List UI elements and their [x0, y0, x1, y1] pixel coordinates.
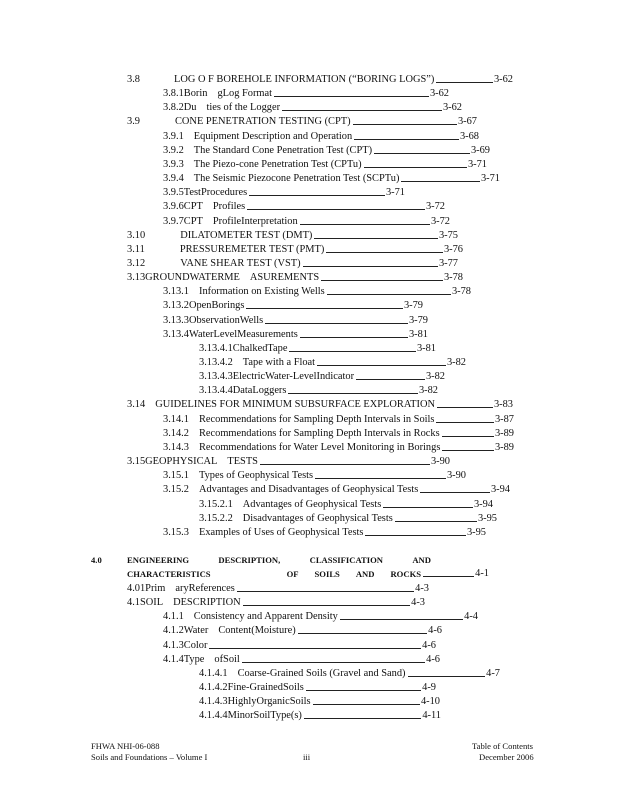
chapter-title-line-1: ENGINEERING DESCRIPTION, CLASSIFICATION AND [127, 555, 431, 565]
toc-entry-number: 3.15.3 [163, 526, 189, 538]
footer-date: December 2006 [479, 752, 534, 762]
toc-entry-number: 3.13.4.2 [199, 357, 233, 368]
toc-entry-page: 3-83 [493, 399, 513, 411]
toc-entry-3-13-4[interactable] [163, 326, 428, 340]
toc-entry-3-13[interactable] [127, 269, 463, 283]
toc-entry-4-1-4-1[interactable] [199, 665, 500, 679]
toc-leader-line [274, 96, 429, 97]
toc-entry-3-9-6[interactable] [163, 198, 445, 212]
toc-entry-3-13-4-1[interactable] [199, 340, 436, 354]
toc-entry-3-14-2[interactable] [163, 425, 514, 439]
toc-entry-3-8-2[interactable] [163, 99, 462, 113]
toc-entry-4-01[interactable] [127, 580, 429, 594]
toc-entry-number: 3.9.2 [163, 144, 184, 156]
toc-entry-page: 3-95 [466, 526, 486, 538]
toc-entry-title: Information on Existing Wells [198, 286, 325, 298]
toc-entry-number: 3.15.2 [163, 484, 189, 496]
toc-entry-number: 3.9.1 [163, 130, 184, 142]
toc-entry-number: 3.9 [127, 116, 140, 128]
toc-entry-title: DILATOMETER TEST (DMT) [180, 229, 313, 241]
toc-entry-title: The Piezo-cone Penetration Test (CPTu) [193, 158, 362, 170]
toc-entry-page: 3-71 [467, 158, 487, 170]
toc-entry-number: 3.13GROUNDWATERME [127, 272, 240, 284]
toc-entry-number: 3.9.4 [163, 173, 184, 185]
toc-leader-line [420, 492, 490, 493]
toc-entry-title: ofSoil [214, 653, 240, 665]
toc-entry-4-1-1[interactable] [163, 608, 478, 622]
toc-entry-page: 4-6 [426, 653, 440, 665]
toc-entry-title: VANE SHEAR TEST (VST) [180, 257, 301, 269]
toc-entry-3-13-4-4[interactable] [199, 382, 438, 396]
toc-entry-number: 4.1.1 [163, 611, 184, 623]
toc-leader-line [317, 365, 446, 366]
toc-entry-4-1-4-2[interactable] [199, 679, 436, 693]
toc-entry-number: 4.1.4.3HighlyOrganicSoils [199, 696, 311, 708]
toc-entry-page: 3-67 [457, 116, 477, 128]
toc-leader-line [313, 704, 420, 705]
toc-leader-line [298, 633, 427, 634]
toc-leader-line [437, 407, 493, 408]
toc-entry-4-1-4-4[interactable] [199, 707, 441, 721]
toc-entry-3-15-2-1[interactable] [199, 496, 493, 510]
chapter-title-line-2: CHARACTERISTICS OF SOILS AND ROCKS 4-1 [127, 568, 489, 579]
toc-entry-number: 3.9.6CPT [163, 201, 203, 213]
toc-entry-page: 3-82 [418, 385, 438, 397]
toc-entry-3-12[interactable] [127, 255, 458, 269]
toc-entry-3-13-2[interactable] [163, 297, 423, 311]
toc-entry-title: Types of Geophysical Tests [198, 470, 314, 482]
toc-leader-line [340, 619, 463, 620]
toc-entry-number: 3.8 [127, 74, 140, 85]
toc-entry-3-11[interactable] [127, 241, 463, 255]
toc-leader-line [327, 294, 451, 295]
toc-entry-title: Advantages and Disadvantages of Geophysical Tests [198, 484, 419, 496]
toc-entry-number: 3.13.4.4DataLoggers [199, 385, 287, 397]
toc-entry-page: 3-90 [430, 456, 450, 468]
toc-entry-title: TESTS [227, 456, 258, 468]
toc-entry-page: 3-72 [425, 201, 445, 213]
toc-leader-line [315, 478, 446, 479]
toc-entry-number: 3.13.4.1ChalkedTape [199, 342, 288, 354]
toc-entry-number: 3.9.7CPT [163, 215, 203, 227]
toc-entry-page: 3-72 [430, 215, 450, 227]
toc-leader-line [249, 195, 385, 196]
toc-entry-number: 4.1.4.2Fine-GrainedSoils [199, 682, 304, 694]
toc-entry-number: 4.1.2Water [163, 625, 209, 637]
toc-entry-title: Disadvantages of Geophysical Tests [242, 512, 393, 524]
toc-entry-3-8-1[interactable] [163, 85, 449, 99]
toc-entry-3-13-3[interactable] [163, 312, 428, 326]
toc-entry-3-13-4-3[interactable] [199, 368, 445, 382]
toc-entry-number: 3.13.3ObservationWells [163, 314, 264, 326]
toc-entry-number: 3.8.2Du [163, 102, 197, 114]
toc-entry-title: Examples of Uses of Geophysical Tests [198, 526, 364, 538]
toc-leader-line [356, 379, 425, 380]
toc-entry-page: 3-87 [494, 413, 514, 425]
toc-entry-title: Coarse-Grained Soils (Gravel and Sand) [237, 667, 406, 679]
toc-entry-page: 4-11 [422, 710, 441, 722]
toc-entry-title: CONE PENETRATION TESTING (CPT) [175, 116, 351, 128]
toc-entry-number: 3.15.1 [163, 470, 189, 482]
toc-leader-line [395, 521, 477, 522]
toc-leader-line [243, 605, 411, 606]
toc-entry-number: 3.15.2.2 [199, 512, 233, 524]
toc-entry-3-15-2-2[interactable] [199, 510, 497, 524]
toc-entry-number: 4.1.4.4MinorSoilType(s) [199, 710, 302, 722]
toc-entry-3-13-4-2[interactable] [199, 354, 466, 368]
toc-entry-number: 3.13.2OpenBorings [163, 300, 245, 312]
toc-leader-line [383, 507, 473, 508]
toc-entry-page: 3-94 [473, 498, 493, 510]
toc-entry-title: gLog Format [217, 88, 272, 100]
toc-entry-title: ASUREMENTS [249, 272, 320, 284]
toc-leader-line [408, 676, 486, 677]
toc-leader-line [374, 153, 470, 154]
toc-entry-page: 3-79 [408, 314, 428, 326]
toc-entry-3-14-3[interactable] [163, 439, 514, 453]
toc-entry-number: 3.15GEOPHYSICAL [127, 456, 218, 468]
toc-leader-line [321, 280, 443, 281]
toc-entry-number: 3.8.1Borin [163, 88, 208, 100]
toc-entry-page: 3-94 [490, 484, 510, 496]
toc-leader-line [442, 450, 494, 451]
toc-entry-page: 3-82 [425, 371, 445, 383]
toc-entry-number: 3.15.2.1 [199, 498, 233, 510]
toc-entry-3-9-1[interactable] [163, 128, 479, 142]
toc-entry-3-9-5[interactable] [163, 184, 405, 198]
toc-entry-title: Tape with a Float [242, 357, 316, 368]
toc-entry-page: 4-6 [422, 639, 436, 651]
toc-entry-4-1-3[interactable] [163, 637, 436, 651]
toc-entry-3-15-3[interactable] [163, 524, 486, 538]
toc-entry-number: 3.13.4.3ElectricWater-LevelIndicator [199, 371, 355, 383]
toc-entry-page: 4-3 [415, 583, 429, 594]
toc-entry-page: 3-76 [443, 243, 463, 255]
toc-entry-title: The Seismic Piezocone Penetration Test (SCPTu) [193, 173, 400, 185]
toc-entry-page: 4-6 [428, 625, 442, 637]
toc-entry-page: 4-7 [486, 667, 500, 679]
toc-entry-number: 4.1.4Type [163, 653, 205, 665]
toc-entry-number: 3.14.2 [163, 427, 189, 439]
toc-entry-page: 3-77 [438, 257, 458, 269]
toc-leader-line [401, 181, 480, 182]
toc-entry-title: PRESSUREMETER TEST (PMT) [179, 243, 325, 255]
toc-leader-line [314, 238, 438, 239]
toc-entry-3-10[interactable] [127, 227, 458, 241]
toc-entry-3-9-2[interactable] [163, 142, 490, 156]
toc-leader-line [260, 464, 430, 465]
toc-entry-number: 3.13.1 [163, 286, 189, 298]
toc-leader-line [304, 718, 421, 719]
toc-leader-line [242, 662, 425, 663]
toc-leader-line [246, 308, 403, 309]
toc-entry-3-15-2[interactable] [163, 481, 510, 495]
toc-entry-number: 3.12 [127, 257, 146, 269]
toc-entry-page: 3-62 [442, 102, 462, 114]
footer-doc-id: FHWA NHI-06-088 [91, 741, 160, 751]
toc-leader-line [300, 224, 430, 225]
toc-entry-title: Advantages of Geophysical Tests [242, 498, 382, 510]
toc-leader-line [436, 82, 493, 83]
toc-leader-line [364, 167, 467, 168]
toc-leader-line [237, 591, 414, 592]
toc-entry-number: 3.9.3 [163, 158, 184, 170]
toc-entry-4-1-2[interactable] [163, 622, 442, 636]
toc-leader-line [303, 266, 438, 267]
toc-entry-page: 3-82 [446, 357, 466, 368]
toc-entry-page: 4-4 [464, 611, 478, 623]
toc-entry-3-9[interactable] [127, 113, 477, 127]
toc-entry-3-9-4[interactable] [163, 170, 500, 184]
toc-entry-title: The Standard Cone Penetration Test (CPT) [193, 144, 373, 156]
toc-entry-title: DESCRIPTION [173, 597, 241, 609]
toc-entry-number: 3.10 [127, 229, 146, 241]
toc-entry-page: 3-69 [470, 144, 490, 156]
toc-entry-page: 3-78 [451, 286, 471, 298]
toc-entry-3-15-1[interactable] [163, 467, 466, 481]
toc-entry-page: 3-81 [416, 342, 436, 354]
toc-leader-line [265, 323, 408, 324]
toc-entry-number: 4.01Prim [127, 583, 166, 594]
toc-entry-number: 4.1SOIL [127, 597, 164, 609]
toc-entry-title: Content(Moisture) [218, 625, 296, 637]
toc-entry-page: 3-89 [494, 441, 514, 453]
toc-leader-line [326, 252, 443, 253]
toc-entry-page: 3-68 [459, 130, 479, 142]
toc-entry-page: 3-95 [477, 512, 497, 524]
toc-entry-page: 3-71 [385, 187, 405, 199]
toc-entry-page: 4-3 [411, 597, 425, 609]
toc-leader-line [288, 393, 418, 394]
toc-entry-page: 3-89 [494, 427, 514, 439]
toc-entry-3-9-7[interactable] [163, 213, 450, 227]
toc-entry-number: 3.14 [127, 399, 146, 411]
chapter-number: 4.0 [91, 555, 102, 565]
toc-entry-title: GUIDELINES FOR MINIMUM SUBSURFACE EXPLORATION [155, 399, 435, 411]
toc-leader-line [365, 535, 466, 536]
toc-entry-title: Consistency and Apparent Density [193, 611, 338, 623]
toc-entry-title: ProfileInterpretation [212, 215, 298, 227]
toc-entry-3-8[interactable] [127, 71, 513, 85]
toc-entry-title: Profiles [212, 201, 246, 213]
toc-entry-4-1[interactable] [127, 594, 425, 608]
toc-leader-line [209, 648, 421, 649]
toc-leader-line [247, 209, 425, 210]
toc-leader-line [282, 110, 442, 111]
toc-entry-4-1-4[interactable] [163, 651, 440, 665]
toc-leader-line [300, 337, 408, 338]
toc-entry-number: 3.11 [127, 243, 145, 255]
toc-entry-title: LOG O F BOREHOLE INFORMATION (“BORING LOGS”) [174, 74, 435, 85]
toc-entry-number: 3.9.5TestProcedures [163, 187, 248, 199]
toc-entry-page: 3-75 [438, 229, 458, 241]
toc-entry-title: ties of the Logger [206, 102, 281, 114]
toc-leader-line [442, 436, 494, 437]
toc-entry-page: 3-62 [429, 88, 449, 100]
toc-entry-number: 3.13.4WaterLevelMeasurements [163, 328, 298, 340]
toc-entry-4-1-4-3[interactable] [199, 693, 440, 707]
toc-entry-3-14[interactable] [127, 396, 513, 410]
toc-entry-title: Recommendations for Water Level Monitoring in Borings [198, 441, 441, 453]
toc-entry-title: Equipment Description and Operation [193, 130, 353, 142]
toc-leader-line [289, 351, 416, 352]
toc-entry-page: 4-10 [420, 696, 440, 708]
toc-entry-page: 3-81 [408, 328, 428, 340]
toc-entry-title: Recommendations for Sampling Depth Intervals in Soils [198, 413, 435, 425]
toc-leader-line [354, 139, 459, 140]
toc-entry-3-9-3[interactable] [163, 156, 487, 170]
toc-entry-page: 4-9 [422, 682, 436, 694]
toc-entry-3-13-1[interactable] [163, 283, 471, 297]
toc-entry-page: 3-79 [403, 300, 423, 312]
toc-entry-3-14-1[interactable] [163, 411, 514, 425]
toc-entry-title: aryReferences [175, 583, 235, 594]
toc-entry-number: 3.14.3 [163, 441, 189, 453]
toc-leader-line [436, 422, 493, 423]
toc-entry-number: 3.14.1 [163, 413, 189, 425]
toc-entry-page: 3-71 [480, 173, 500, 185]
toc-leader-line [306, 690, 421, 691]
toc-entry-page: 3-90 [446, 470, 466, 482]
toc-entry-number: 4.1.3Color [163, 639, 208, 651]
toc-entry-page: 3-78 [443, 272, 463, 284]
footer-page-number: iii [303, 752, 311, 762]
toc-entry-page: 3-62 [493, 74, 513, 85]
toc-leader-line [353, 124, 457, 125]
footer-book-title: Soils and Foundations – Volume I [91, 752, 208, 762]
toc-entry-3-15[interactable] [127, 453, 450, 467]
toc-entry-number: 4.1.4.1 [199, 667, 228, 679]
footer-section: Table of Contents [472, 741, 533, 751]
toc-entry-title: Recommendations for Sampling Depth Intervals in Rocks [198, 427, 440, 439]
